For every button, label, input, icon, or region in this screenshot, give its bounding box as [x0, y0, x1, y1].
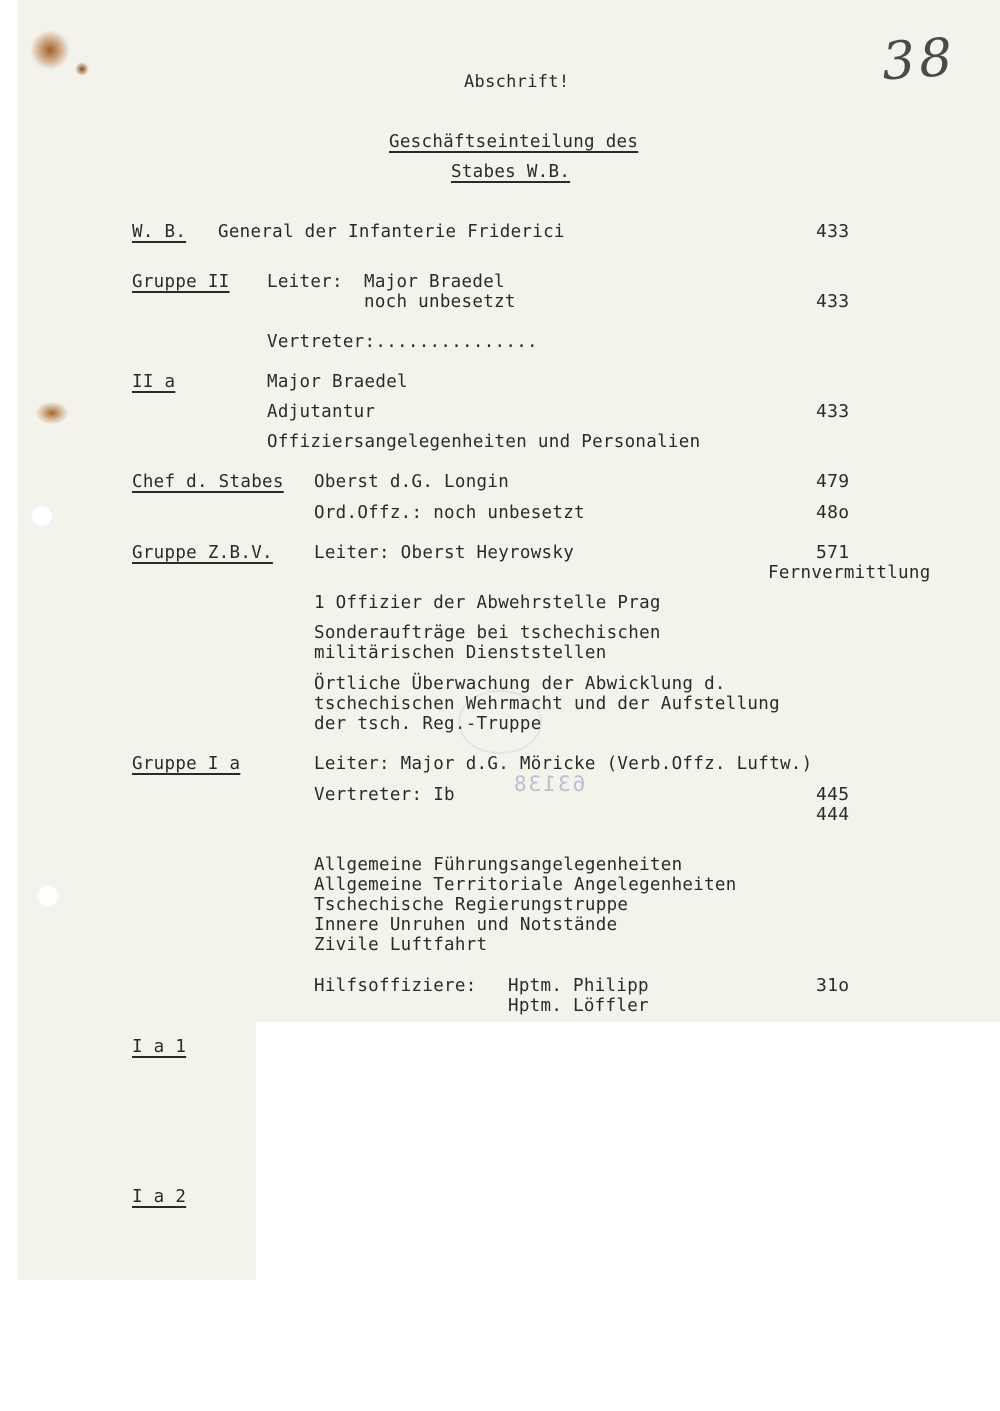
- gruppe-ia-duty-3: Tschechische Regierungstruppe: [314, 895, 629, 915]
- handwritten-page-mark: 38: [879, 27, 959, 93]
- zbv-item-3b: tschechischen Wehrmacht und der Aufstellung: [314, 694, 780, 714]
- gruppe-ia-leiter: Leiter: Major d.G. Möricke (Verb.Offz. Luftw.): [314, 754, 813, 774]
- zbv-item-3c: der tsch. Reg.-Truppe: [314, 714, 542, 734]
- chef-ord-offz: Ord.Offz.: noch unbesetzt: [314, 503, 585, 523]
- hilfsoffizier-2: Hptm. Löffler: [508, 996, 649, 1016]
- wb-label: W. B.: [132, 222, 187, 242]
- gruppe-ii-label: Gruppe II: [132, 272, 230, 292]
- gruppe-ia-phone2: 444: [816, 804, 850, 825]
- zbv-item-2b: militärischen Dienststellen: [314, 643, 607, 663]
- chef-label: Chef d. Stabes: [132, 472, 284, 492]
- gruppe-ia-label: Gruppe I a: [132, 754, 241, 774]
- ii-a-phone: 433: [816, 401, 850, 422]
- document-title-line1: Geschäftseinteilung des: [389, 132, 639, 152]
- wb-name: General der Infanterie Friderici: [218, 222, 565, 242]
- gruppe-ia-duty-2: Allgemeine Territoriale Angelegenheiten: [314, 875, 737, 895]
- gruppe-ia-phone1: 445: [816, 784, 850, 805]
- zbv-leiter: Leiter: Oberst Heyrowsky: [314, 543, 575, 563]
- zbv-item-3a: Örtliche Überwachung der Abwicklung d.: [314, 674, 726, 694]
- hilfsoffiziere-phone: 31o: [816, 975, 850, 996]
- ia1-label: I a 1: [132, 1037, 187, 1057]
- zbv-phone: 571: [816, 542, 850, 563]
- zbv-label: Gruppe Z.B.V.: [132, 543, 273, 563]
- zbv-phone-note: Fernvermittlung: [768, 563, 931, 583]
- rust-stain: [36, 402, 68, 424]
- ii-a-line3: Offiziersangelegenheiten und Personalien: [267, 432, 701, 452]
- gruppe-ia-duty-5: Zivile Luftfahrt: [314, 935, 488, 955]
- zbv-item-1: 1 Offizier der Abwehrstelle Prag: [314, 593, 661, 613]
- hilfsoffiziere-label: Hilfsoffiziere:: [314, 976, 477, 996]
- chef-ord-phone: 48o: [816, 502, 850, 523]
- ii-a-line2: Adjutantur: [267, 402, 376, 422]
- archive-stamp-number: 63138: [512, 772, 586, 796]
- zbv-item-2a: Sonderaufträge bei tschechischen: [314, 623, 661, 643]
- hilfsoffizier-1: Hptm. Philipp: [508, 976, 649, 996]
- gruppe-ii-leiter-label: Leiter:: [267, 272, 343, 292]
- gruppe-ii-leiter-name: Major Braedel: [364, 272, 505, 292]
- chef-name: Oberst d.G. Longin: [314, 472, 510, 492]
- gruppe-ia-duty-1: Allgemeine Führungsangelegenheiten: [314, 855, 683, 875]
- ia2-label: I a 2: [132, 1187, 187, 1207]
- paper-sheet-lower: [18, 1022, 256, 1280]
- document-title-line2: Stabes W.B.: [451, 162, 571, 182]
- ii-a-line1: Major Braedel: [267, 372, 408, 392]
- gruppe-ia-duty-4: Innere Unruhen und Notstände: [314, 915, 618, 935]
- chef-phone: 479: [816, 471, 850, 492]
- gruppe-ii-leiter-note: noch unbesetzt: [364, 292, 516, 312]
- faint-stamp: [458, 690, 542, 754]
- gruppe-ia-vertreter: Vertreter: Ib: [314, 785, 455, 805]
- copy-label: Abschrift!: [464, 72, 570, 92]
- punch-hole: [30, 504, 54, 528]
- gruppe-ii-vertreter: Vertreter:...............: [267, 332, 538, 352]
- rust-stain: [30, 30, 70, 70]
- gruppe-ii-phone: 433: [816, 291, 850, 312]
- rust-stain: [75, 62, 89, 76]
- punch-hole: [36, 884, 60, 908]
- ii-a-label: II a: [132, 372, 176, 392]
- wb-phone: 433: [816, 221, 850, 242]
